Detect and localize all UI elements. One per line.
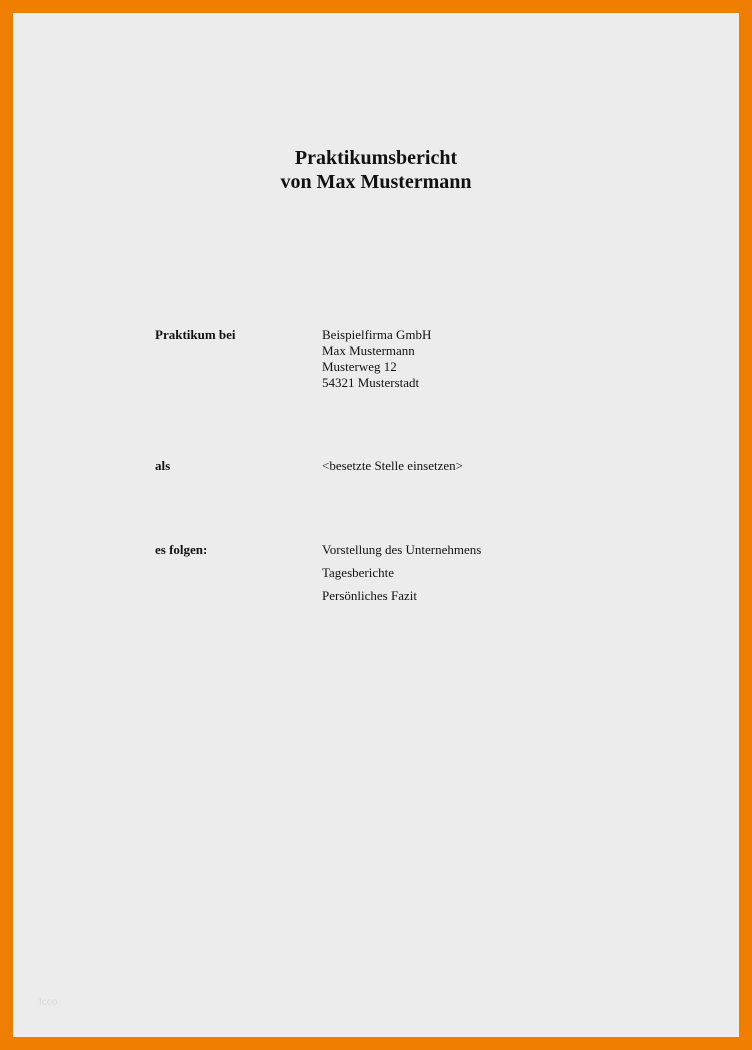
list-item: Tagesberichte <box>322 565 394 580</box>
list-item: Vorstellung des Unternehmens <box>322 542 482 557</box>
praktikum-label: Praktikum bei <box>155 327 236 342</box>
list-item: Persönliches Fazit <box>322 588 417 603</box>
document-title <box>15 146 737 194</box>
document-page <box>15 15 737 1035</box>
company-name: Beispielfirma GmbH <box>322 327 432 342</box>
watermark: fcco <box>39 997 58 1008</box>
title-line-2: von Max Mustermann <box>280 171 472 193</box>
company-address <box>322 327 431 391</box>
position-value: <besetzte Stelle einsetzen> <box>322 458 463 473</box>
es-folgen-label: es folgen: <box>155 542 208 557</box>
als-label: als <box>155 458 171 473</box>
postal-city: 54321 Musterstadt <box>322 375 420 390</box>
contents-list <box>322 542 481 611</box>
contact-name: Max Mustermann <box>322 343 415 358</box>
street-address: Musterweg 12 <box>322 359 397 374</box>
title-line-1: Praktikumsbericht <box>294 147 458 169</box>
